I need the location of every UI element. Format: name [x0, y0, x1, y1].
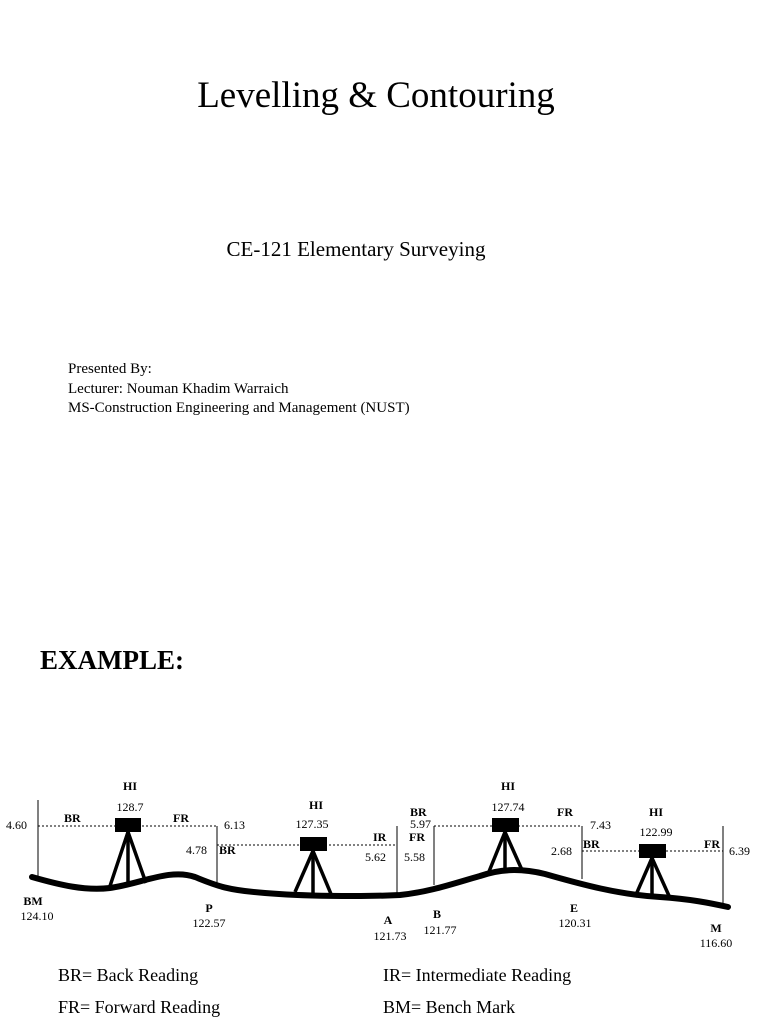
point-p-elevation: 122.57	[192, 916, 226, 930]
reading-m-fr: 6.39	[729, 844, 750, 858]
presenter-heading: Presented By:	[68, 361, 152, 377]
level-instrument-1	[110, 818, 146, 886]
hi-label-2: HI	[308, 798, 324, 812]
hi-label-1: HI	[122, 779, 138, 793]
label-fr-4: FR	[704, 837, 720, 851]
label-fr-3: FR	[557, 805, 573, 819]
point-b-elevation: 121.77	[423, 923, 457, 937]
point-e-elevation: 120.31	[558, 916, 592, 930]
point-m-name: M	[710, 921, 722, 935]
point-p-name: P	[205, 901, 213, 915]
level-instrument-3	[488, 818, 522, 874]
point-e-name: E	[569, 901, 579, 915]
label-ir: IR	[373, 830, 387, 844]
reading-b-fr: 5.58	[404, 850, 425, 864]
reading-a-ir: 5.62	[365, 850, 386, 864]
legend-forward-reading: FR= Forward Reading	[58, 997, 221, 1017]
hi-label-3: HI	[500, 779, 516, 793]
legend-intermediate-reading: IR= Intermediate Reading	[383, 965, 572, 985]
course-subtitle: CE-121 Elementary Surveying	[226, 237, 486, 261]
label-fr-2: FR	[409, 830, 425, 844]
point-a-name: A	[383, 913, 393, 927]
reading-e-fr: 7.43	[590, 818, 611, 832]
label-br-3: BR	[410, 805, 427, 819]
point-m-elevation: 116.60	[699, 936, 733, 950]
reading-bm-br: 4.60	[6, 818, 27, 832]
legend-bench-mark: BM= Bench Mark	[383, 997, 516, 1017]
levelling-diagram	[0, 770, 768, 960]
level-instrument-4	[635, 844, 670, 898]
point-a-elevation: 121.73	[373, 929, 407, 943]
label-fr-1: FR	[173, 811, 189, 825]
hi-value-1: 128.7	[116, 800, 144, 814]
presenter-name: Lecturer: Nouman Khadim Warraich	[68, 380, 289, 397]
label-br-2: BR	[219, 843, 236, 857]
hi-value-2: 127.35	[295, 817, 329, 831]
example-heading: EXAMPLE:	[40, 645, 184, 675]
reading-p-fr: 6.13	[224, 818, 245, 832]
legend-back-reading: BR= Back Reading	[58, 965, 199, 985]
presenter-block	[68, 360, 410, 419]
point-b-name: B	[432, 907, 442, 921]
hi-label-4: HI	[648, 805, 664, 819]
reading-b-br: 5.97	[410, 817, 431, 831]
point-bm-elevation: 124.10	[20, 909, 54, 923]
label-br-4: BR	[583, 837, 600, 851]
point-bm-name: BM	[23, 894, 43, 908]
reading-e-br: 2.68	[551, 844, 572, 858]
page-title: Levelling & Contouring	[197, 75, 555, 116]
level-instrument-2	[295, 837, 331, 894]
hi-value-3: 127.74	[491, 800, 525, 814]
reading-p-br: 4.78	[186, 843, 207, 857]
presenter-degree: MS-Construction Engineering and Management (NUST)	[68, 400, 410, 416]
ground-profile	[32, 870, 728, 907]
label-br-1: BR	[64, 811, 81, 825]
hi-value-4: 122.99	[639, 825, 673, 839]
